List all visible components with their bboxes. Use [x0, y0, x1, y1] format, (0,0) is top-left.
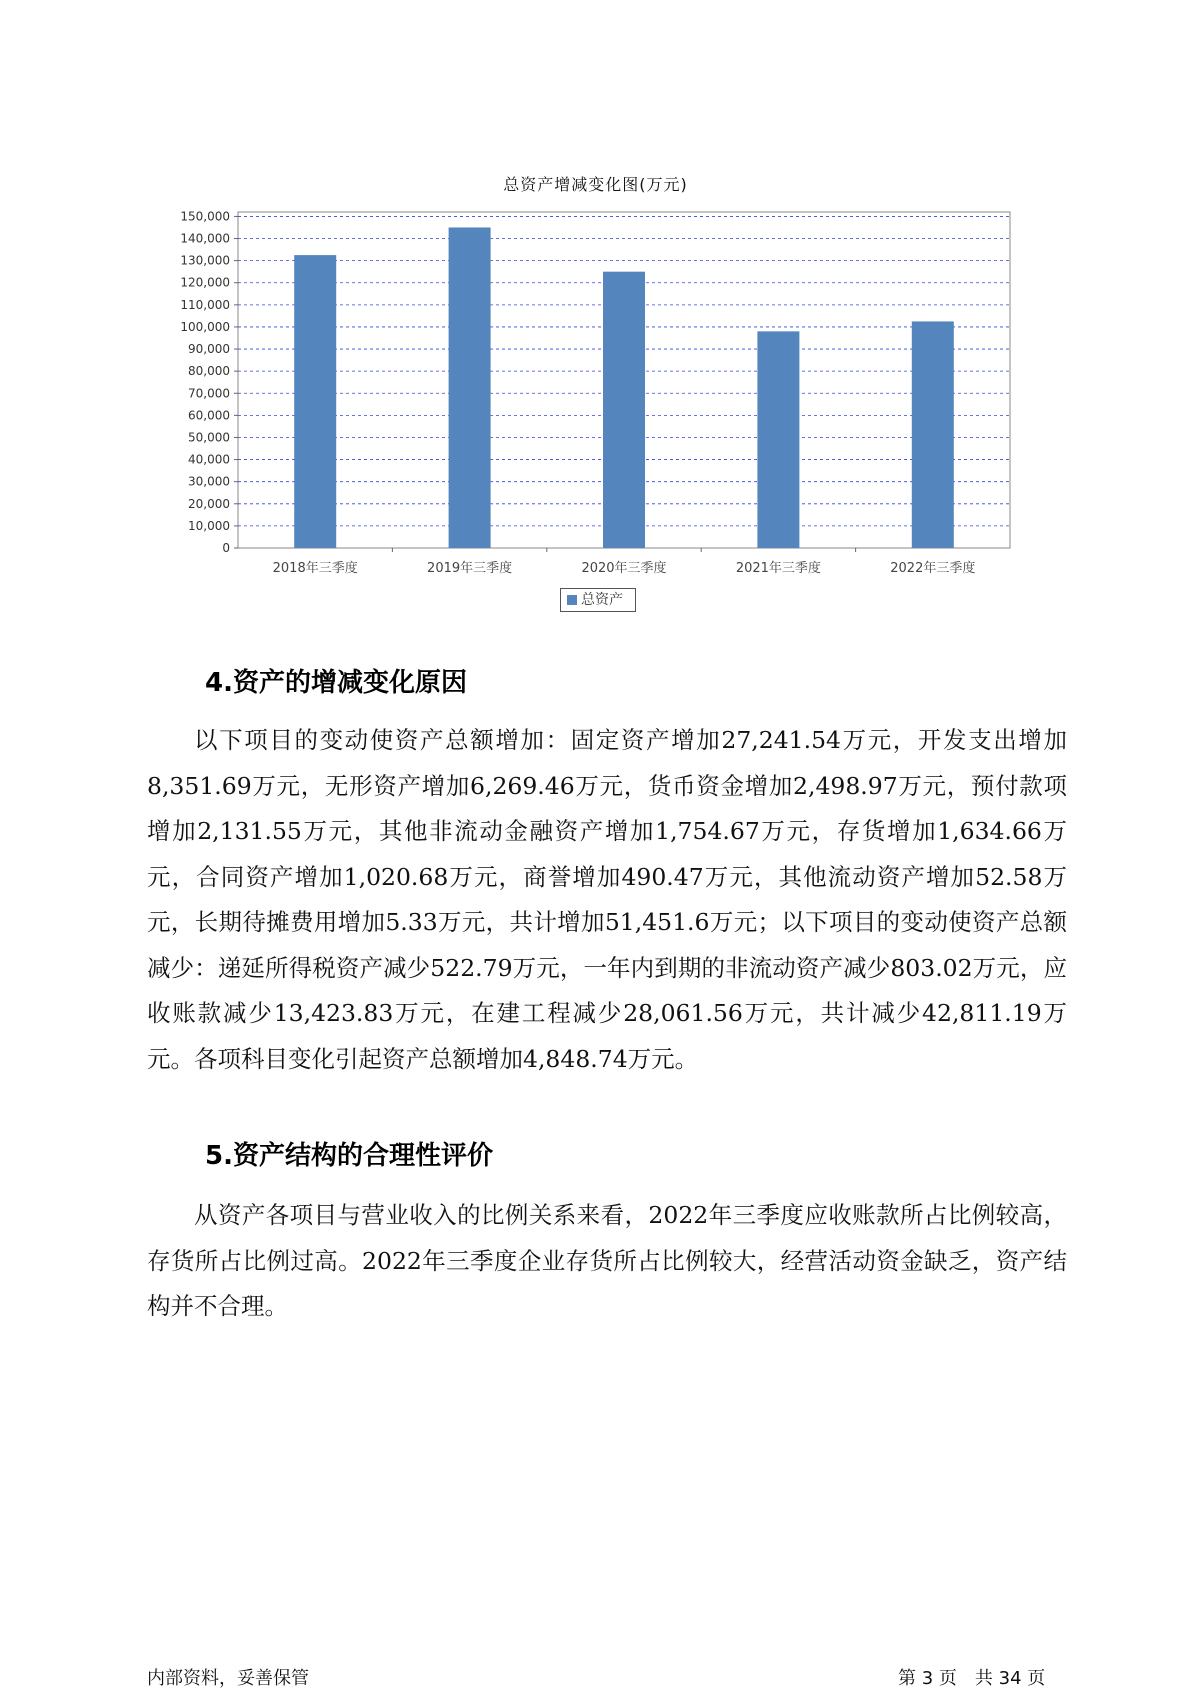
- section4-heading: 4.资产的增减变化原因: [205, 668, 467, 698]
- y-tick-label: 70,000: [188, 386, 230, 401]
- y-tick-label: 30,000: [188, 474, 230, 489]
- footer-note: 内部资料，妥善保管: [147, 1668, 309, 1689]
- legend-label: 总资产: [581, 592, 623, 608]
- section5-paragraph: 从资产各项目与营业收入的比例关系来看，2022年三季度应收账款所占比例较高，存货所占比例过高。2022年三季度企业存货所占比例较大，经营活动资金缺乏，资产结构并不合理。: [147, 1201, 1067, 1320]
- y-tick-label: 150,000: [180, 209, 230, 224]
- x-tick-label: 2021年三季度: [735, 561, 821, 576]
- y-tick-label: 0: [222, 541, 230, 555]
- x-tick-label: 2020年三季度: [581, 561, 667, 576]
- y-tick-label: 80,000: [188, 364, 230, 379]
- bar-4: [757, 331, 799, 548]
- section4-paragraph: 以下项目的变动使资产总额增加：固定资产增加27,241.54万元，开发支出增加8,351.69万元，无形资产增加6,269.46万元，货币资金增加2,498.97万元，预付款项增加2,131.55万元，其他非流动金融资产增加1,754.67万元，存货增加1,634.66万元，合同资产增加1,020.68万元，商誉增加490.47万元，其他流动资产增加52.58万元，长期待摊费用增加5.33万元，共计增加51,451.6万元；以下项目的变动使资产总额减少：递延所得税资产减少522.79万元，一年内到期的非流动资产减少803.02万元，应收账款减少13,423.83万元，在建工程减少28,061.56万元，共计减少42,811.19万元。各项科目变化引起资产总额增加4,848.74万元。: [147, 726, 1067, 1073]
- y-tick-label: 20,000: [188, 496, 230, 511]
- chart-title: 总资产增减变化图(万元): [503, 175, 688, 194]
- bar-1: [294, 255, 336, 548]
- page-number: 第 3 页 共 34 页: [898, 1668, 1046, 1689]
- bar-2: [449, 227, 491, 548]
- x-tick-label: 2018年三季度: [272, 561, 358, 576]
- y-tick-label: 90,000: [188, 342, 230, 357]
- y-tick-label: 10,000: [188, 518, 230, 533]
- x-tick-label: 2022年三季度: [890, 561, 976, 576]
- section5-heading: 5.资产结构的合理性评价: [205, 1141, 493, 1171]
- x-tick-label: 2019年三季度: [427, 561, 513, 576]
- bar-chart: [0, 0, 1191, 640]
- legend-swatch: [567, 595, 577, 605]
- y-tick-label: 140,000: [180, 231, 230, 246]
- y-tick-label: 130,000: [180, 253, 230, 268]
- y-tick-label: 120,000: [180, 275, 230, 290]
- y-tick-label: 40,000: [188, 452, 230, 467]
- y-tick-label: 100,000: [180, 319, 230, 334]
- bar-3: [603, 272, 645, 548]
- y-tick-label: 60,000: [188, 408, 230, 423]
- chart-legend: [560, 588, 636, 612]
- y-tick-label: 110,000: [180, 297, 230, 312]
- y-tick-label: 50,000: [188, 430, 230, 445]
- bar-5: [912, 321, 954, 548]
